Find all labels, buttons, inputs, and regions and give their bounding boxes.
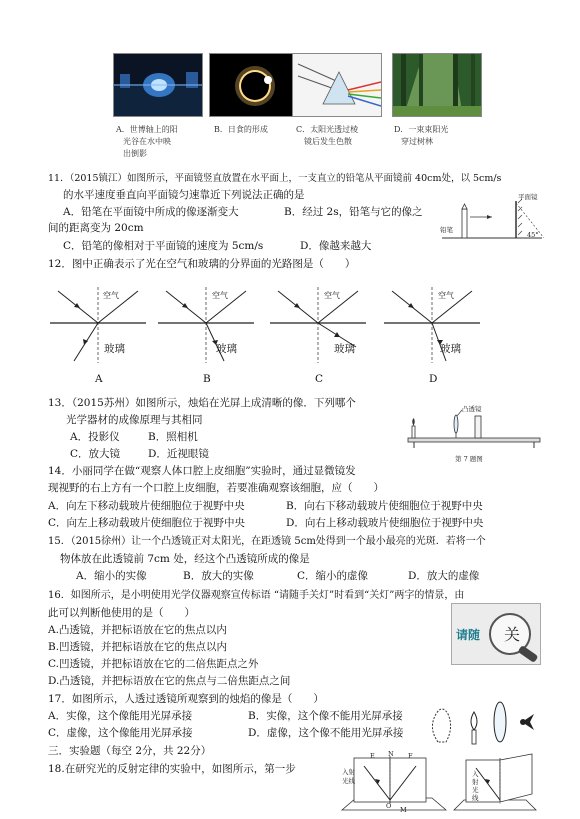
q18-fig-label-m: M — [400, 806, 407, 814]
q11-option-d: D．像越来越大 — [300, 240, 372, 252]
q11-fig-angle-label: 45° — [527, 231, 539, 239]
q16-line1: 16．如图所示，是小明使用光学仪器观察宣传标语 “请随手关灯”时看到“关灯”两字的情景，由 — [48, 590, 465, 601]
q14-option-c: C．向左上移动载玻片使细胞位于视野中央 — [48, 517, 246, 529]
q15-line1: 15．（2015徐州）让一个凸透镜正对太阳光，在距透镜 5cm处得到一个最小最亮的光斑．若将一个 — [48, 536, 486, 547]
q11-option-b: B．经过 2s，铅笔与它的像之 — [284, 206, 423, 218]
q16-option-d: D.凸透镜，并把标语放在它的焦点与二倍焦距点之间 — [48, 675, 291, 687]
section-3-heading: 三．实验题（每空 2分，共 22分） — [48, 745, 212, 757]
q13-option-a: A．投影仪 — [70, 431, 120, 443]
q12-glass-label-b: 玻璃 — [216, 343, 237, 355]
photo-a-expo-axis — [113, 53, 203, 117]
q12-letter-c: C — [315, 373, 324, 385]
q14-option-a: A．向左下移动载玻片使细胞位于视野中央 — [48, 500, 245, 512]
q15-option-b: B．放大的实像 — [183, 570, 254, 582]
q12-air-label-c: 空气 — [324, 291, 340, 300]
q11-line1: 11．（2015镇江）如图所示，平面镜竖直放置在水平面上，一支直立的铅笔从平面镜前 40cm处，以 5cm/s — [48, 173, 502, 184]
q16-sign-text: 请随 — [456, 628, 481, 642]
q13-fig-lens-label: 凸透镜 — [462, 405, 482, 413]
photo-c-prism — [292, 53, 382, 117]
q11-option-c: C．铅笔的像相对于平面镜的速度为 5cm/s — [63, 240, 264, 252]
q13-line1: 13．（2015苏州）如图所示，烛焰在光屏上成清晰的像．下列哪个 — [48, 397, 356, 409]
q17-option-c: C．虚像，这个像能用光屏承接 — [48, 727, 193, 739]
q18-fig-label-n: N — [388, 750, 394, 758]
q12-glass-label-c: 玻璃 — [334, 343, 355, 355]
q12-diagram-a — [50, 285, 146, 365]
q18-fig-label-o: O — [386, 802, 392, 810]
caption-d-line2: 穿过树林 — [401, 137, 433, 146]
q18-fig-incident-label-right: 入射光线 — [472, 770, 479, 802]
q18-fig-label-f: F — [408, 752, 413, 760]
q16-option-a: A.凸透镜，并把标语放在它的焦点以内 — [48, 624, 227, 636]
q14-option-d: D．向右上移动载玻片使细胞位于视野中央 — [286, 517, 484, 529]
q14-line2: 现视野的右上方有一个口腔上皮细胞，若要准确观察该细胞，应（ ） — [48, 482, 384, 494]
q12-letter-a: A — [95, 373, 103, 385]
q12-air-label-a: 空气 — [103, 291, 119, 300]
caption-a-line3: 出倒影 — [123, 149, 147, 158]
svg-text:关: 关 — [504, 625, 521, 644]
q17-stem: 17．如图所示，人透过透镜所观察到的烛焰的像是（ ） — [48, 693, 324, 705]
q18-figure-reflection-board — [336, 752, 546, 816]
q12-diagram-d — [384, 285, 480, 365]
q17-option-a: A．实像，这个像能用光屏承接 — [48, 710, 193, 722]
q13-fig-caption: 第 7 题图 — [455, 455, 483, 463]
q11-fig-pencil-label: 铅笔 — [440, 226, 453, 234]
q12-letter-d: D — [429, 373, 438, 385]
q13-option-c: C．放大镜 — [70, 448, 121, 460]
q15-line2: 物体放在此透镜前 7cm 处，经这个凸透镜所成的像是 — [60, 553, 310, 565]
q15-option-a: A．缩小的实像 — [76, 570, 147, 582]
photo-b-art — [210, 54, 299, 117]
q12-letter-b: B — [203, 373, 211, 385]
q12-glass-label-a: 玻璃 — [104, 343, 125, 355]
q17-figure-candle-lens — [428, 700, 538, 746]
q18-fig-incident-label-2: 光线 — [342, 777, 355, 785]
caption-b-line1: B．日食的形成 — [214, 125, 268, 134]
q12-glass-label-d: 玻璃 — [440, 343, 461, 355]
photo-b-eclipse — [209, 53, 299, 117]
caption-a-line1: A．世博轴上的阳 — [116, 125, 178, 134]
q16-line2: 此可以判断他使用的是（ ） — [48, 607, 195, 619]
photo-d-forest — [392, 53, 482, 117]
q13-option-d: D．近视眼镜 — [148, 448, 209, 460]
q11-option-a: A．铅笔在平面镜中所成的像逐渐变大 — [63, 206, 239, 218]
q17-option-d: D．虚像，这个像不能用光屏承接 — [248, 727, 404, 739]
caption-d-line1: D．一束束阳光 — [394, 125, 449, 134]
caption-a-line2: 光谷在水中映 — [123, 137, 171, 146]
q16-option-c: C.凹透镜，并把标语放在它的二倍焦距点之外 — [48, 658, 259, 670]
q17-option-b: B．实像，这个像不能用光屏承接 — [248, 710, 403, 722]
caption-c-line1: C．太阳光透过棱 — [296, 125, 359, 134]
q12-air-label-d: 空气 — [438, 291, 454, 300]
q11-option-b-cont: 间的距离变为 20cm — [48, 222, 144, 234]
photo-d-art — [393, 54, 482, 117]
q16-option-b: B.凹透镜，并把标语放在它的焦点以内 — [48, 641, 228, 653]
q11-line2: 的水平速度垂直向平面镜匀速靠近下列说法正确的是 — [63, 189, 305, 201]
q15-option-c: C．缩小的虚像 — [297, 570, 369, 582]
q18-fig-incident-label-1: 入射 — [342, 768, 355, 776]
q14-option-b: B．向右下移动载玻片使细胞位于视野中央 — [286, 500, 483, 512]
q11-fig-mirror-label: 平面镜 — [518, 193, 538, 201]
photo-a-art — [114, 54, 203, 117]
q13-line2: 光学器材的成像原理与其相同 — [66, 414, 203, 426]
q12-diagram-b — [158, 285, 254, 365]
q15-option-d: D．放大的虚像 — [408, 570, 480, 582]
photo-c-art — [293, 54, 382, 117]
q12-stem: 12．图中正确表示了光在空气和玻璃的分界面的光路图是（ ） — [48, 258, 356, 270]
q16-photo-lens-sign — [451, 603, 541, 665]
q12-air-label-b: 空气 — [212, 291, 228, 300]
q18-fig-label-e: E — [370, 752, 375, 760]
caption-c-line2: 镜后发生色散 — [304, 137, 352, 146]
q13-option-b: B．照相机 — [148, 431, 198, 443]
q18-line1: 18.在研究光的反射定律的实验中，如图所示，第一步 — [48, 763, 296, 775]
q14-line1: 14．小丽同学在做“观察人体口腔上皮细胞”实验时，通过显微镜发 — [48, 465, 356, 477]
